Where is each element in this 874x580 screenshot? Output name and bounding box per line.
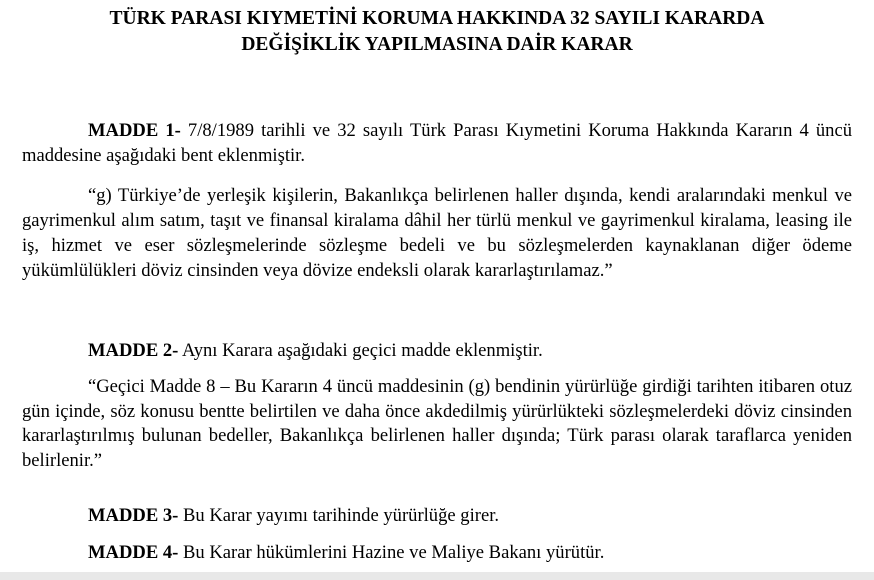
document-title [0,6,874,58]
article-label: MADDE 1- [88,120,181,141]
article-label: MADDE 4- [88,542,179,563]
title-line-2: DEĞİŞİKLİK YAPILMASINA DAİR KARAR [241,34,633,55]
page-bottom-edge [0,572,874,580]
article-3 [22,503,852,528]
article-1-quote [22,183,852,283]
quote-text: “g) Türkiye’de yerleşik kişilerin, Bakanlıkça belirlenen haller dışında, kendi aralarındaki menkul ve gayrimenkul alım satım, taşıt ve finansal kiralama dâhil her türlü menkul ve gayrimenkul kiralama, leasing ile iş, hizmet ve eser sözleşmelerinde sözleşme bedeli ve bu sözleşmelerden kaynaklanan diğer ödeme yükümlülükleri döviz cinsinden veya dövize endeksli olarak kararlaştırılamaz.” [22,185,852,281]
quote-text: “Geçici Madde 8 – Bu Kararın 4 üncü maddesinin (g) bendinin yürürlüğe girdiği tarihten itibaren otuz gün içinde, söz konusu bentte belirtilen ve daha önce akdedilmiş yürürlükteki sözleşmelerdeki döviz cinsinden kararlaştırılmış bulunan bedeller, Bakanlıkça belirlenen haller dışında; Türk parası olarak taraflarca yeniden belirlenir.” [22,376,852,471]
article-label: MADDE 2- [88,340,179,361]
article-1 [22,118,852,168]
article-text: Bu Karar yayımı tarihinde yürürlüğe girer. [178,505,500,526]
article-label: MADDE 3- [88,505,179,526]
article-4 [22,540,852,565]
article-text: 7/8/1989 tarihli ve 32 sayılı Türk Parası Kıymetini Koruma Hakkında Kararın 4 üncü maddesine aşağıdaki bent eklenmiştir. [22,120,852,166]
article-2 [22,338,852,363]
article-2-quote [22,375,852,473]
title-line-1: TÜRK PARASI KIYMETİNİ KORUMA HAKKINDA 32 SAYILI KARARDA [109,8,765,29]
article-text: Bu Karar hükümlerini Hazine ve Maliye Bakanı yürütür. [178,542,605,563]
article-text: Aynı Karara aşağıdaki geçici madde eklenmiştir. [178,340,543,361]
